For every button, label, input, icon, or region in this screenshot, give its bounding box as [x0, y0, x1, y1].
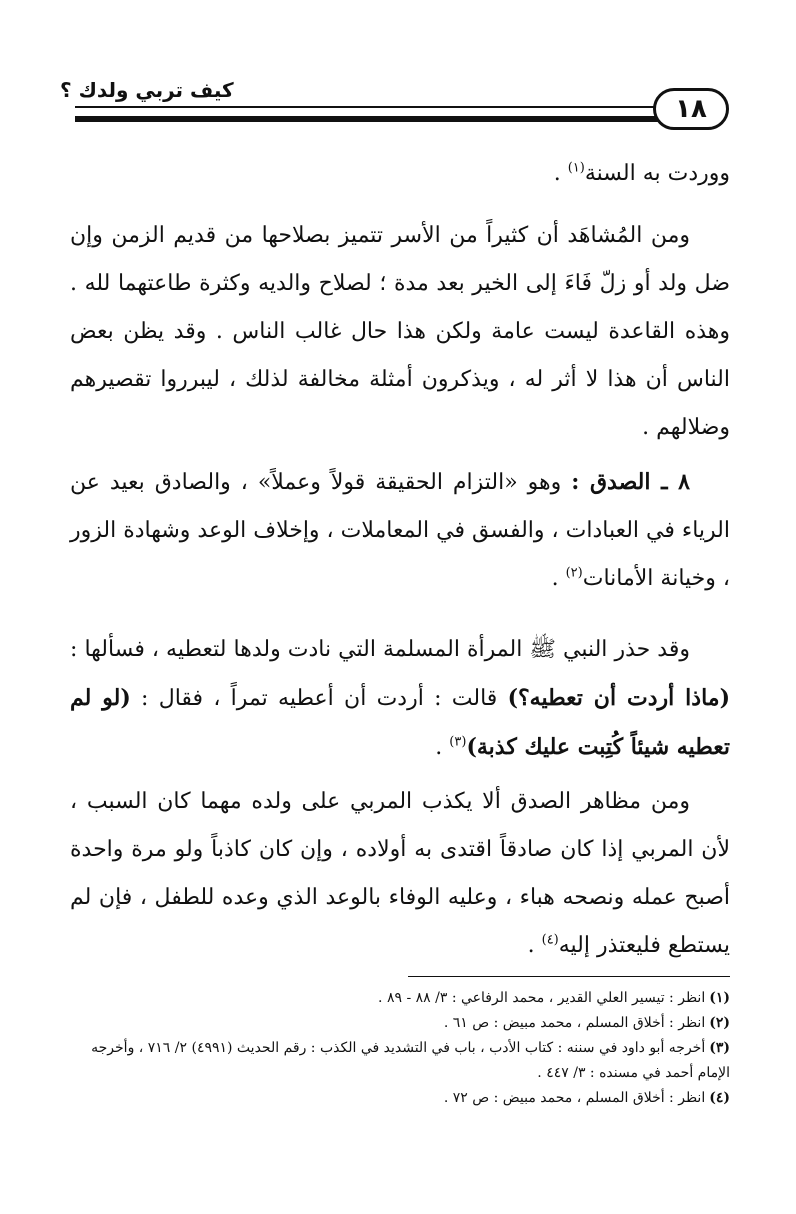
paragraph-1-text: ووردت به السنة — [584, 161, 730, 186]
footnote-text: انظر : تيسير العلي القدير ، محمد الرفاعي : ٣/ ٨٨ - ٨٩ . — [378, 990, 706, 1006]
paragraph-2-text: ومن المُشاهَد أن كثيراً من الأسر تتميز بصلاحها من قديم الزمن وإن ضل ولد أو زلّ فَاءَ إلى الخير بعد مدة ؛ لصلاح والديه وكثرة طاعتهما لله . وهذه القاعدة ليست عامة ولكن هذا حال غالب الناس . وقد يظن بعض الناس أن هذا لا أثر له ، ويذكرون أمثلة مخالفة لذلك ، ليبرروا تقصيرهم وضلالهم . — [70, 223, 730, 440]
footnote-number: (١) — [709, 990, 730, 1006]
footnote-text: انظر : أخلاق المسلم ، محمد مبيض : ص ٧٢ . — [443, 1090, 706, 1106]
paragraph-1-end: . — [553, 161, 568, 186]
paragraph-2 — [70, 212, 730, 452]
footnote-text: انظر : أخلاق المسلم ، محمد مبيض : ص ٦١ . — [443, 1015, 706, 1031]
footnote-ref-2[interactable]: (٢) — [565, 565, 583, 581]
hadith-quote-1: (ماذا أردت أن تعطيه؟) — [507, 685, 730, 711]
running-header-title: كيف تربي ولدك ؟ — [60, 78, 234, 102]
footnote-separator — [408, 976, 730, 977]
footnote-4 — [80, 1086, 730, 1111]
footnote-ref-3[interactable]: (٣) — [449, 734, 467, 750]
paragraph-4 — [70, 626, 730, 772]
footnote-number: (٢) — [709, 1015, 730, 1031]
paragraph-1 — [70, 150, 730, 198]
hadith-quote-2: (لو لم تعطيه شيئاً كُتِبت عليك كذبة) — [70, 685, 730, 760]
footnote-number: (٣) — [709, 1040, 730, 1056]
header-rule-thin — [75, 106, 670, 108]
footnote-text: أخرجه أبو داود في سننه : كتاب الأدب ، باب في التشديد في الكذب : رقم الحديث (٤٩٩١) ٢/ ٧١٦ ، وأخرجه الإمام أحمد في مسنده : ٣/ ٤٤٧ . — [91, 1040, 730, 1081]
paragraph-4-text-a: وقد حذر النبي ﷺ المرأة المسلمة التي نادت ولدها لتعطيه ، فسألها : — [70, 637, 690, 662]
page-number: ١٨ — [653, 88, 729, 130]
paragraph-3-end: . — [551, 566, 566, 591]
footnote-2 — [80, 1011, 730, 1036]
paragraph-3 — [70, 458, 730, 603]
footnote-3 — [80, 1036, 730, 1086]
footnote-number: (٤) — [709, 1090, 730, 1106]
paragraph-5-text: ومن مظاهر الصدق ألا يكذب المربي على ولده مهما كان السبب ، لأن المربي إذا كان صادقاً اقتدى به أولاده ، وإن كان كاذباً ولو مرة واحدة أصبح عمله ونصحه هباء ، وعليه الوفاء بالوعد الذي وعده للطفل ، فإن لم يستطع فليعتذر إليه — [70, 789, 730, 958]
paragraph-4-end: . — [435, 735, 450, 760]
footnotes — [80, 986, 730, 1111]
paragraph-5-end: . — [527, 933, 542, 958]
section-heading-truthfulness: ٨ ـ الصدق : — [571, 469, 690, 495]
footnote-ref-4[interactable]: (٤) — [541, 932, 559, 948]
header-rule-thick — [75, 116, 670, 122]
footnote-ref-1[interactable]: (١) — [567, 160, 585, 176]
footnote-1 — [80, 986, 730, 1011]
paragraph-5 — [70, 778, 730, 970]
paragraph-4-text-b: قالت : أردت أن أعطيه تمراً ، فقال : — [130, 686, 508, 711]
paragraph-3-text: وهو «التزام الحقيقة قولاً وعملاً» ، والصادق بعيد عن الرياء في العبادات ، والفسق في المعاملات ، وإخلاف الوعد وشهادة الزور ، وخيانة الأمانات — [70, 470, 730, 591]
